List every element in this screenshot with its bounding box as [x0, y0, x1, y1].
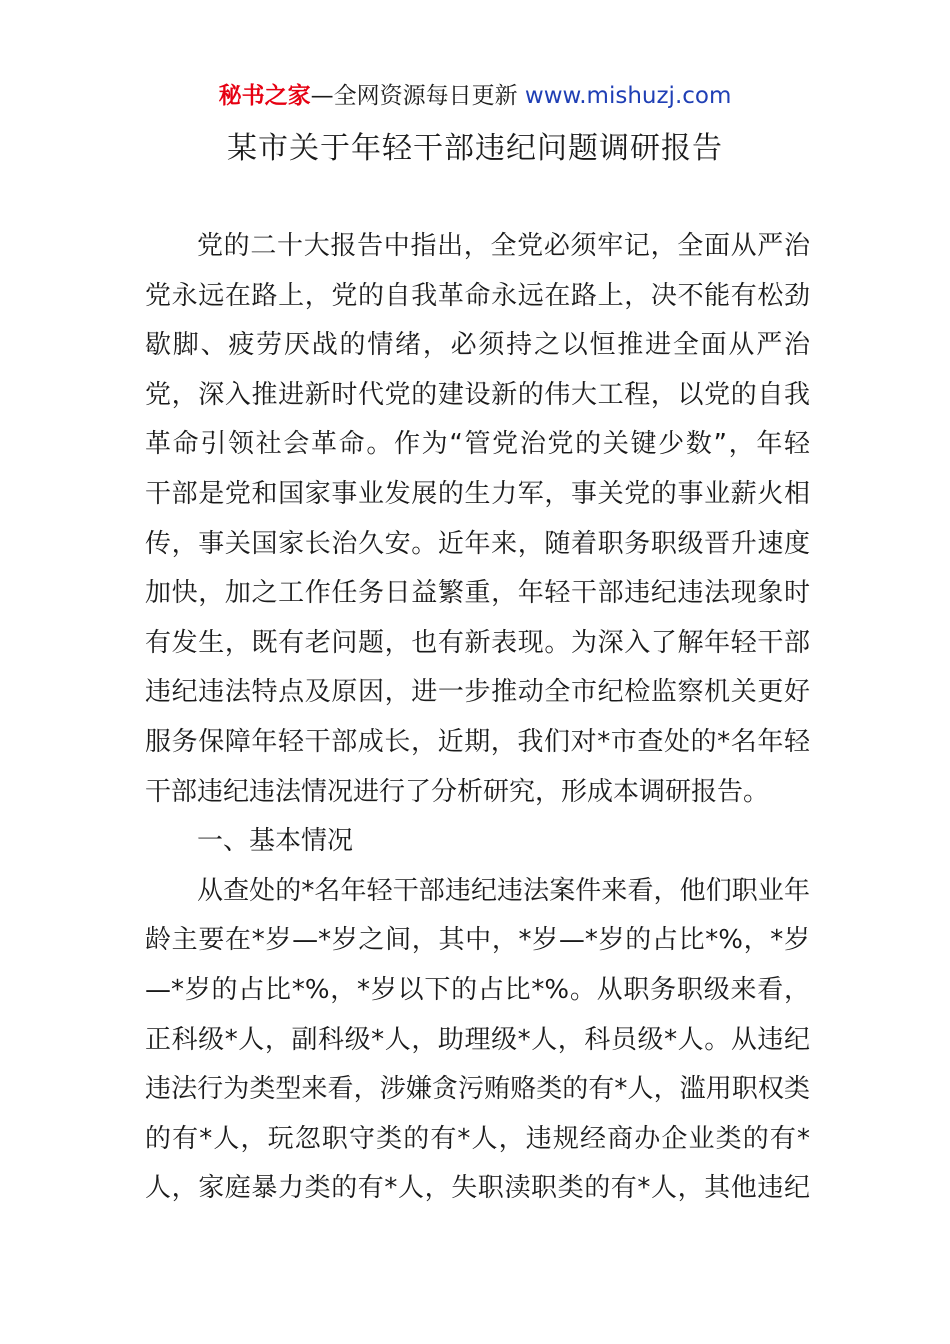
paragraph-line: 党永远在路上，党的自我革命永远在路上，决不能有松劲	[145, 280, 810, 311]
paragraph-line: 干部违纪违法情况进行了分析研究，形成本调研报告。	[145, 776, 770, 807]
paragraph-line: 有发生，既有老问题，也有新表现。为深入了解年轻干部	[145, 627, 810, 658]
paragraph-line: 党的二十大报告中指出，全党必须牢记，全面从严治	[197, 231, 810, 261]
paragraph-line: 龄主要在*岁—*岁之间，其中，*岁—*岁的占比*%，*岁	[145, 925, 810, 956]
paragraph-line: 干部是党和国家事业发展的生力军，事关党的事业薪火相	[145, 478, 810, 509]
paragraph-line: 加快，加之工作任务日益繁重，年轻干部违纪违法现象时	[145, 578, 810, 609]
paragraph-line: 违纪违法特点及原因，进一步推动全市纪检监察机关更好	[145, 677, 810, 708]
paragraph-line: 正科级*人，副科级*人，助理级*人，科员级*人。从违纪	[145, 1024, 810, 1055]
paragraph-line: 传，事关国家长治久安。近年来，随着职务职级晋升速度	[145, 528, 810, 559]
document-title: 某市关于年轻干部违纪问题调研报告	[227, 131, 723, 166]
paragraph-line: 人，家庭暴力类的有*人，失职渎职类的有*人，其他违纪	[145, 1173, 810, 1204]
section-heading: 一、基本情况	[197, 826, 354, 857]
paragraph-line: 服务保障年轻干部成长，近期，我们对*市查处的*名年轻	[145, 726, 810, 757]
paragraph-line: 革命引领社会革命。作为“管党治党的关键少数”，年轻	[145, 429, 810, 460]
site-slogan: —全网资源每日更新	[310, 83, 518, 109]
document-body	[145, 222, 810, 1214]
paragraph-line: 违法行为类型来看，涉嫌贪污贿赂类的有*人，滥用职权类	[145, 1074, 810, 1105]
paragraph-line: 从查处的*名年轻干部违纪违法案件来看，他们职业年	[197, 875, 810, 906]
paragraph-line: 党，深入推进新时代党的建设新的伟大工程，以党的自我	[145, 379, 810, 410]
site-brand: 秘书之家	[218, 83, 311, 109]
site-header	[0, 80, 950, 112]
paragraph-line: —*岁的占比*%，*岁以下的占比*%。从职务职级来看，	[145, 974, 810, 1005]
site-url-link[interactable]: www.mishuzj.com	[524, 83, 732, 109]
paragraph-line: 歇脚、疲劳厌战的情绪，必须持之以恒推进全面从严治	[145, 330, 810, 361]
paragraph-line: 的有*人，玩忽职守类的有*人，违规经商办企业类的有*	[145, 1123, 810, 1154]
